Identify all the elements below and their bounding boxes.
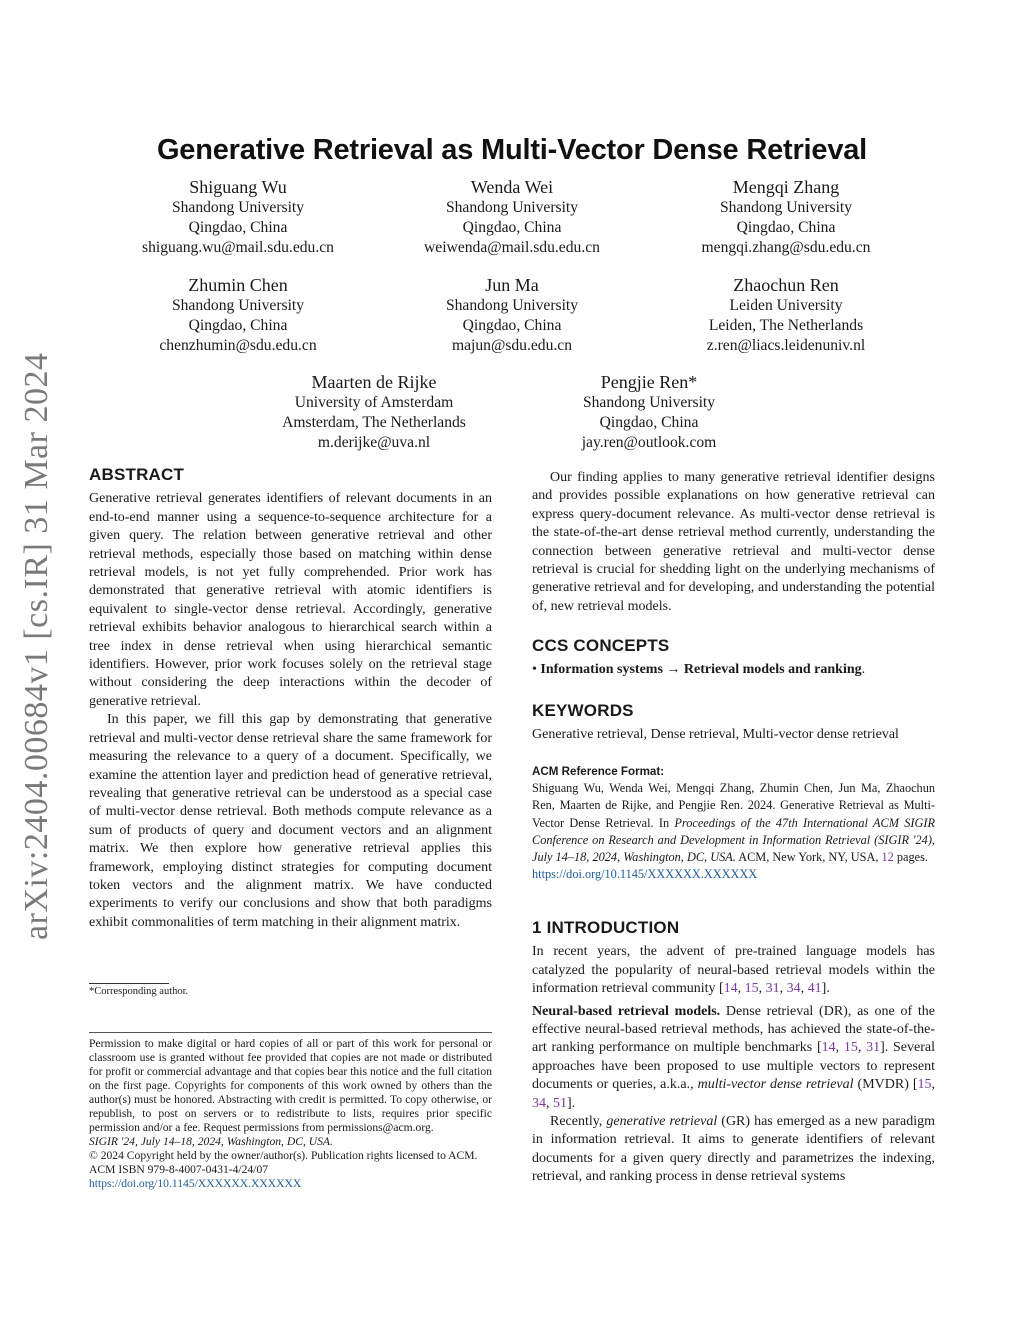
author-affiliation: Shandong University: [582, 394, 716, 411]
isbn-line: ACM ISBN 979-8-4007-0431-4/24/07: [89, 1163, 269, 1176]
doi-link[interactable]: https://doi.org/10.1145/XXXXXX.XXXXXX: [89, 1177, 302, 1190]
author-email[interactable]: jay.ren@outlook.com: [581, 434, 717, 451]
author-block: [120, 176, 356, 258]
intro-text: (MVDR) [: [853, 1077, 918, 1093]
author-location: Qingdao, China: [462, 219, 562, 236]
abstract-paragraph: Our finding applies to many generative retrieval identifier designs and provides possible explanations on how generative retrieval can express query-document relevance. As multi-vector dense retrieval is the state-of-the-art dense retrieval method currently, understanding the connection between generative retrieval and multi-vector dense retrieval is crucial for shedding light on the underlying mechanisms of generative retrieval and for developing, and understanding the potential of, new retrieval models.: [532, 470, 935, 614]
author-block: [531, 371, 767, 453]
intro-paragraph: Neural-based retrieval models. Dense retrieval (DR), as one of the effective neural-based retrieval methods, has achieved the state-of-the-art ranking performance on multiple benchmarks [14, 15, 31]. Several approaches have been proposed to use multiple vectors to represent documents or queries, a.k.a., multi-vector dense retrieval (MVDR) [15, 34, 51].: [532, 1003, 935, 1111]
acm-ref-venue: Proceedings of the 47th International ACM SIGIR Conference on Research and Development in Information Retrieval (SIGIR '24), July 14–18, 2024, Washington, DC, USA.: [532, 815, 936, 865]
abstract-continuation: [532, 469, 935, 616]
citation-link[interactable]: 41: [807, 981, 822, 997]
author-location: Leiden, The Netherlands: [708, 317, 864, 334]
author-location: Amsterdam, The Netherlands: [282, 414, 466, 431]
author-affiliation: Shandong University: [445, 199, 579, 216]
ccs-heading: CCS CONCEPTS: [532, 636, 670, 655]
citation-link[interactable]: 51: [553, 1095, 567, 1111]
citation-link[interactable]: 34: [786, 981, 801, 997]
term-emphasis: multi-vector dense retrieval: [697, 1077, 854, 1093]
author-name: Wenda Wei: [470, 177, 554, 197]
author-location: Qingdao, China: [188, 219, 288, 236]
copyright-line: © 2024 Copyright held by the owner/author(s). Publication rights licensed to ACM.: [89, 1149, 478, 1162]
author-location: Qingdao, China: [462, 317, 562, 334]
intro-text: Recently,: [550, 1114, 607, 1130]
citation-link[interactable]: 15: [917, 1077, 932, 1093]
acm-ref-pages[interactable]: 12: [881, 850, 894, 865]
footnote: *Corresponding author.: [89, 986, 189, 997]
introduction-section: [532, 919, 935, 1187]
author-location: Qingdao, China: [736, 219, 836, 236]
intro-text: Dense retrieval (DR), as one of the effective neural-based retrieval methods, has achieved the state-of-the-art ranking performance on multiple benchmarks [: [532, 1003, 935, 1056]
abstract-paragraph: In this paper, we fill this gap by demonstrating that generative retrieval and multi-vector dense retrieval share the same framework for measuring the relevance to a query of a document. Specifically, we examine the attention layer and prediction head of generative retrieval, revealing that generative retrieval can be understood as a special case of multi-vector dense retrieval. Both methods compute relevance as a sum of products of query and document vectors and an alignment matrix. We then explore how generative retrieval applies this framework, employing distinct strategies for computing document token vectors and the alignment matrix. We have conducted experiments to verify our conclusions and show that both paradigms exhibit commonalities of term matching in their alignment matrix.: [89, 712, 492, 930]
ccs-concept: Information systems: [540, 662, 663, 678]
citation-link[interactable]: 14: [723, 981, 738, 997]
author-email[interactable]: majun@sdu.edu.cn: [451, 337, 573, 354]
author-block: [256, 371, 492, 453]
citation-link[interactable]: 15: [843, 1040, 858, 1056]
author-affiliation: Leiden University: [729, 297, 843, 314]
citation-link[interactable]: 31: [866, 1040, 881, 1056]
author-location: Qingdao, China: [188, 317, 288, 334]
bullet: •: [532, 662, 541, 678]
author-name: Shiguang Wu: [189, 177, 287, 197]
author-email[interactable]: shiguang.wu@mail.sdu.edu.cn: [142, 239, 334, 256]
acm-ref-pages-word: pages.: [893, 850, 928, 865]
author-email[interactable]: mengqi.zhang@sdu.edu.cn: [701, 239, 871, 256]
permission-text: Permission to make digital or hard copies of all or part of this work for personal or classroom use is granted without fee provided that copies are not made or distributed for profit or commercial advantage and that copies bear this notice and the full citation on the first page. Copyrights for components of this work owned by others than the author(s) must be honored. Abstracting with credit is permitted. To copy otherwise, or republish, to post on servers or to redistribute to lists, requires prior specific permission and/or a fee. Request permissions from permissions@acm.org.: [89, 1037, 492, 1134]
permission-rule: [89, 1032, 492, 1033]
author-email[interactable]: z.ren@liacs.leidenuniv.nl: [706, 337, 866, 354]
author-affiliation: Shandong University: [719, 199, 853, 216]
acm-reference: [532, 763, 935, 883]
abstract-section: [89, 466, 492, 932]
citation-link[interactable]: 34: [532, 1095, 546, 1111]
ccs-subconcept: Retrieval models and ranking: [683, 662, 862, 678]
author-affiliation: Shandong University: [445, 297, 579, 314]
acm-ref-heading: ACM Reference Format:: [532, 765, 665, 778]
author-block: [394, 176, 630, 258]
acm-ref-publisher: ACM, New York, NY, USA,: [735, 850, 882, 865]
author-affiliation: University of Amsterdam: [294, 394, 454, 411]
keywords-heading: KEYWORDS: [532, 701, 634, 720]
author-block: [668, 176, 904, 258]
acm-ref-doi-link[interactable]: https://doi.org/10.1145/XXXXXX.XXXXXX: [532, 867, 758, 882]
author-name: Maarten de Rijke: [311, 372, 437, 392]
arxiv-identifier: arXiv:2404.00684v1 [cs.IR] 31 Mar 2024: [18, 352, 55, 940]
author-affiliation: Shandong University: [171, 297, 305, 314]
ccs-concept-line: [532, 661, 935, 679]
author-affiliation: Shandong University: [171, 199, 305, 216]
citation-link[interactable]: 31: [765, 981, 780, 997]
author-block: [668, 274, 904, 356]
citation-link[interactable]: 15: [744, 981, 759, 997]
author-name: Jun Ma: [485, 275, 539, 295]
footnote-rule: [89, 983, 169, 984]
author-email[interactable]: weiwenda@mail.sdu.edu.cn: [424, 239, 600, 256]
author-block: [394, 274, 630, 356]
permission-block: [89, 1037, 492, 1191]
author-name: Pengjie Ren*: [600, 372, 698, 392]
arrow-icon: →: [662, 662, 684, 678]
abstract-heading: ABSTRACT: [89, 465, 185, 484]
intro-text: In recent years, the advent of pre-trained language models has catalyzed the popularity of neural-based retrieval models within the information retrieval community [: [532, 944, 935, 997]
author-location: Qingdao, China: [599, 414, 699, 431]
paper-title: Generative Retrieval as Multi-Vector Dense Retrieval: [156, 134, 868, 166]
author-block: [120, 274, 356, 356]
paragraph-lead: Neural-based retrieval models.: [532, 1003, 721, 1019]
author-name: Mengqi Zhang: [732, 177, 840, 197]
author-name: Zhaochun Ren: [733, 275, 839, 295]
author-name: Zhumin Chen: [188, 275, 288, 295]
intro-paragraph: In recent years, the advent of pre-trained language models has catalyzed the popularity of neural-based retrieval models within the information retrieval community [14, 15, 31, 34, 41].: [532, 944, 935, 997]
period: .: [861, 662, 866, 678]
acm-ref-authors: Shiguang Wu, Wenda Wei, Mengqi Zhang, Zhumin Chen, Jun Ma, Zhaochun Ren, Maarten de Rijke, and Pengjie Ren. 2024. Generative Retrieval as Multi-Vector Dense Retrieval. In: [532, 781, 935, 830]
keywords-text: Generative retrieval, Dense retrieval, Multi-vector dense retrieval: [532, 727, 899, 743]
venue-line: SIGIR '24, July 14–18, 2024, Washington, DC, USA.: [89, 1135, 333, 1148]
author-email[interactable]: m.derijke@uva.nl: [317, 434, 431, 451]
keywords-section: [532, 702, 935, 745]
intro-paragraph: [532, 1113, 935, 1187]
intro-text: (GR) has emerged as a new paradigm in information retrieval. It aims to generate identifiers of relevant documents for a given query directly and parametrizes the indexing, retrieval, and ranking process in dense retrieval systems: [532, 1114, 935, 1185]
ccs-section: [532, 637, 935, 680]
citation-link[interactable]: 14: [821, 1040, 836, 1056]
intro-heading: 1 INTRODUCTION: [532, 918, 680, 937]
term-emphasis: generative retrieval: [606, 1114, 718, 1130]
author-email[interactable]: chenzhumin@sdu.edu.cn: [159, 337, 317, 354]
abstract-paragraph: Generative retrieval generates identifiers of relevant documents in an end-to-end manner using a sequence-to-sequence architecture for a given query. The relation between generative retrieval and other retrieval methods, especially those based on matching within dense retrieval models, is not yet fully comprehended. Prior work has demonstrated that generative retrieval with atomic identifiers is equivalent to single-vector dense retrieval. Accordingly, generative retrieval exhibits behavior analogous to hierarchical search within a tree index in dense retrieval when using hierarchical semantic identifiers. However, prior work focuses solely on the retrieval stage without considering the deep interactions within the decoder of generative retrieval.: [89, 491, 492, 709]
intro-text: ]. Several approaches have been proposed to use multiple vectors to represent documents or queries, a.k.a.,: [532, 1040, 935, 1093]
